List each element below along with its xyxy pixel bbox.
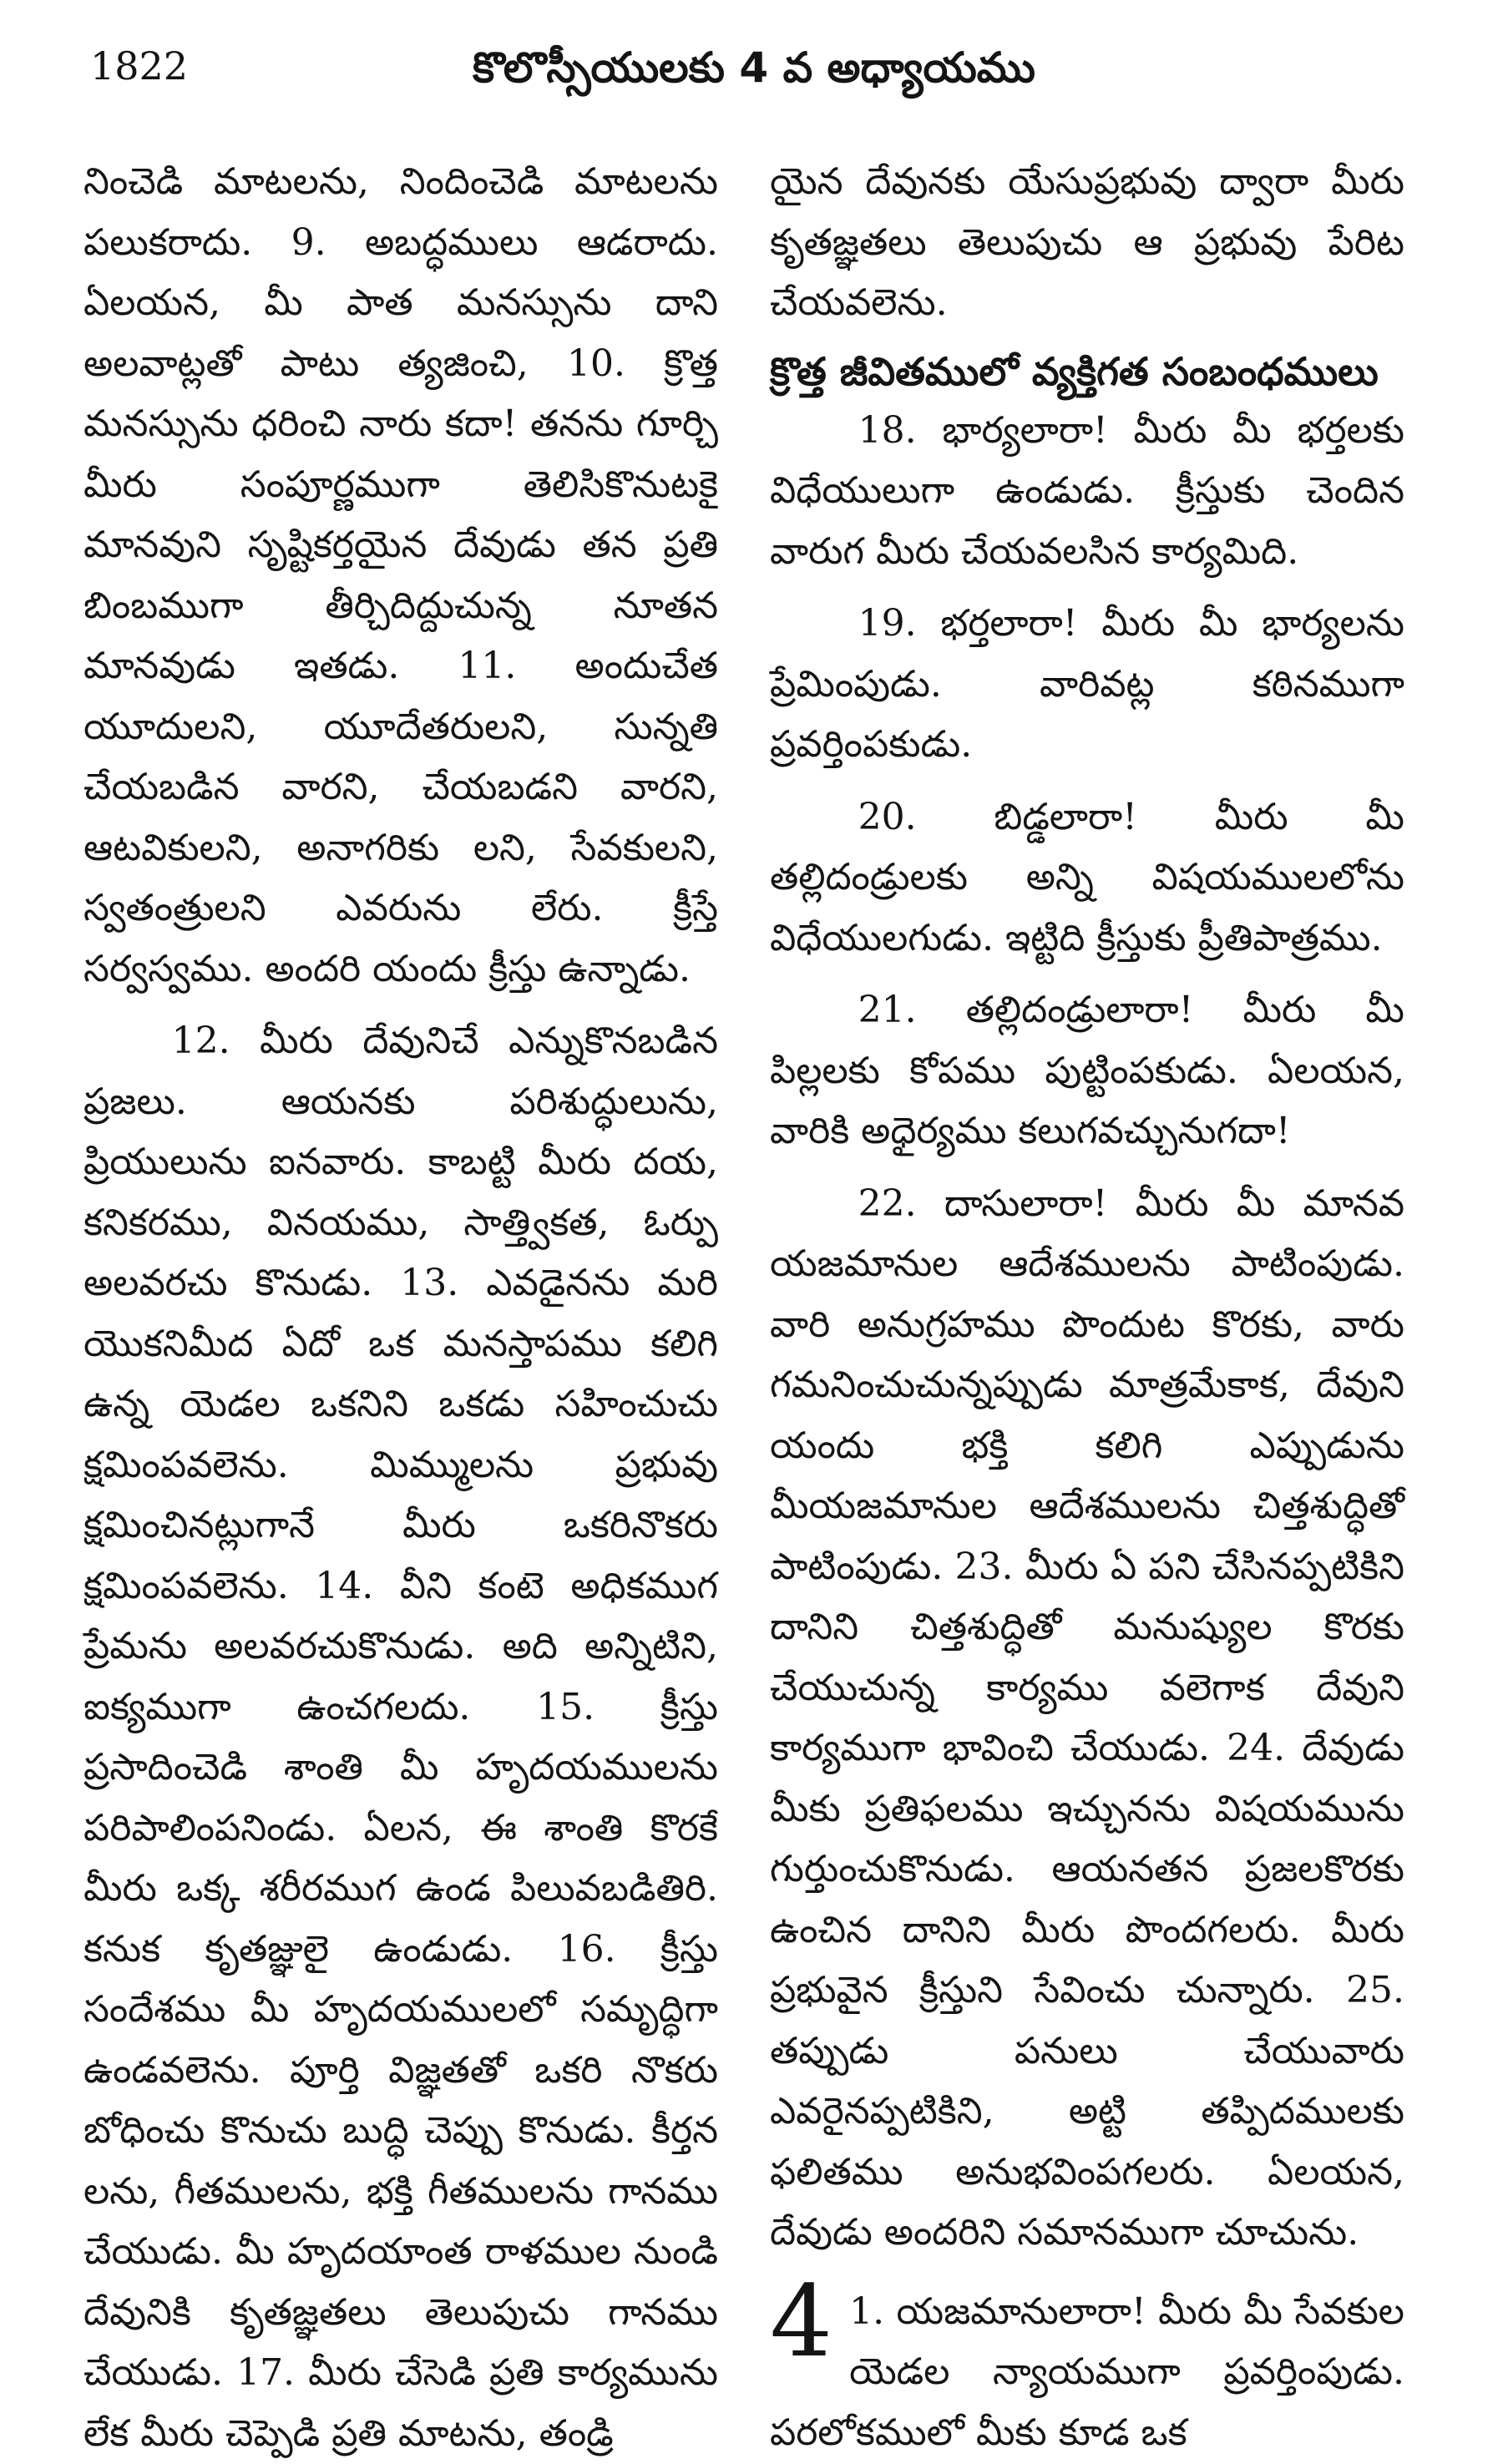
paragraph: యైన దేవునకు యేసుప్రభువు ద్వారా మీరు కృతజ్ఞతలు తెలుపుచు ఆ ప్రభువు పేరిట చేయవలెను.	[770, 160, 1404, 324]
left-column	[83, 152, 718, 2464]
paragraph: నించెడి మాటలను, నిందించెడి మాటలను పలుకరాదు. 9. అబద్ధములు ఆడరాదు. ఏలయన, మీ పాత మనస్సును దాని అలవాట్లతో పాటు త్యజించి, 10. క్రొత్త మనస్సును ధరించి నారు కదా! తనను గూర్చి మీరు సంపూర్ణముగా తెలిసికొనుటకై మానవుని సృష్టికర్తయైన దేవుడు తన ప్రతి బింబముగా తీర్చిదిద్దుచున్న నూతన మానవుడు ఇతడు. 11. అందుచేత యూదులని, యూదేతరులని, సున్నతి చేయబడిన వారని, చేయబడని వారని, ఆటవికులని, అనాగరికు లని, సేవకులని, స్వతంత్రులని ఎవరును లేరు. క్రీస్తే సర్వస్వము. అందరి యందు క్రీస్తు ఉన్నాడు.	[83, 160, 718, 990]
paragraph: 18. భార్యలారా! మీరు మీ భర్తలకు విధేయులుగా ఉండుడు. క్రీస్తుకు చెందిన వారుగ మీరు చేయవలసిన కార్యమిది.	[770, 408, 1404, 573]
section-heading: క్రొత్త జీవితములో వ్యక్తిగత సంబంధములు	[770, 348, 1379, 394]
chapter-paragraph	[770, 2263, 1404, 2464]
page-header	[90, 43, 1418, 110]
running-title: కొలొస్సీయులకు 4 వ అధ్యాయము	[473, 43, 1035, 92]
paragraph: 21. తల్లిదండ్రులారా! మీరు మీ పిల్లలకు కోపము పుట్టింపకుడు. ఏలయన, వారికి అధైర్యము కలుగవచ్చునుగదా!	[770, 989, 1404, 1152]
paragraph: 20. బిడ్డలారా! మీరు మీ తల్లిదండ్రులకు అన్ని విషయములలోను విధేయులగుడు. ఇట్టిది క్రీస్తుకు ప్రీతిపాత్రము.	[770, 795, 1404, 959]
chapter-number: 4	[770, 2263, 833, 2379]
chapter-text: 1. యజమానులారా! మీరు మీ సేవకుల యెడల న్యాయముగా ప్రవర్తింపుడు. పరలోకములో మీకు కూడ ఒక	[770, 2289, 1404, 2454]
right-column	[770, 152, 1404, 2463]
page-number: 1822	[90, 43, 189, 89]
paragraph: 22. దాసులారా! మీరు మీ మానవ యజమానుల ఆదేశములను పాటింపుడు. వారి అనుగ్రహము పొందుట కొరకు, వారు గమనించుచున్నప్పుడు మాత్రమేకాక, దేవుని యందు భక్తి కలిగి ఎప్పుడును మీయజమానుల ఆదేశములను చిత్తశుద్ధితో పాటింపుడు. 23. మీరు ఏ పని చేసినప్పటికిని దానిని చిత్తశుద్ధితో మనుష్యుల కొరకు చేయుచున్న కార్యము వలెగాక దేవుని కార్యముగా భావించి చేయుడు. 24. దేవుడు మీకు ప్రతిఫలము ఇచ్చునను విషయమును గుర్తుంచుకొనుడు. ఆయనతన ప్రజలకొరకు ఉంచిన దానిని మీరు పొందగలరు. మీరు ప్రభువైన క్రీస్తుని సేవించు చున్నారు. 25. తప్పుడు పనులు చేయువారు ఎవరైనప్పటికిని, అట్టి తప్పిదములకు ఫలితము అనుభవింపగలరు. ఏలయన, దేవుడు అందరిని సమానముగా చూచును.	[770, 1181, 1404, 2254]
paragraph: 19. భర్తలారా! మీరు మీ భార్యలను ప్రేమింపుడు. వారివట్ల కఠినముగా ప్రవర్తింపకుడు.	[770, 602, 1404, 766]
paragraph: 12. మీరు దేవునిచే ఎన్నుకొనబడిన ప్రజలు. ఆయనకు పరిశుద్ధులును, ప్రియులును ఐనవారు. కాబట్టి మీరు దయ, కనికరము, వినయము, సాత్త్వికత, ఓర్పు అలవరచు కొనుడు. 13. ఎవడైనను మరి యొకనిమీద ఏదో ఒక మనస్తాపము కలిగి ఉన్న యెడల ఒకనిని ఒకడు సహించుచు క్షమింపవలెను. మిమ్ములను ప్రభువు క్షమించినట్లుగానే మీరు ఒకరినొకరు క్షమింపవలెను. 14. వీని కంటె అధికముగ ప్రేమను అలవరచుకొనుడు. అది అన్నిటిని, ఐక్యముగా ఉంచగలదు. 15. క్రీస్తు ప్రసాదించెడి శాంతి మీ హృదయములను పరిపాలింపనిండు. ఏలన, ఈ శాంతి కొరకే మీరు ఒక్క శరీరముగ ఉండ పిలువబడితిరి. కనుక కృతజ్ఞులై ఉండుడు. 16. క్రీస్తు సందేశము మీ హృదయములలో సమృద్ధిగా ఉండవలెను. పూర్తి విజ్ఞతతో ఒకరి నొకరు బోధించు కొనుచు బుద్ధి చెప్పు కొనుడు. కీర్తన లను, గీతములను, భక్తి గీతములను గానము చేయుడు. మీ హృదయాంత రాళముల నుండి దేవునికి కృతజ్ఞతలు తెలుపుచు గానము చేయుడు. 17. మీరు చేసెడి ప్రతి కార్యమును లేక మీరు చెప్పెడి ప్రతి మాటను, తండ్రి	[83, 1019, 718, 2455]
